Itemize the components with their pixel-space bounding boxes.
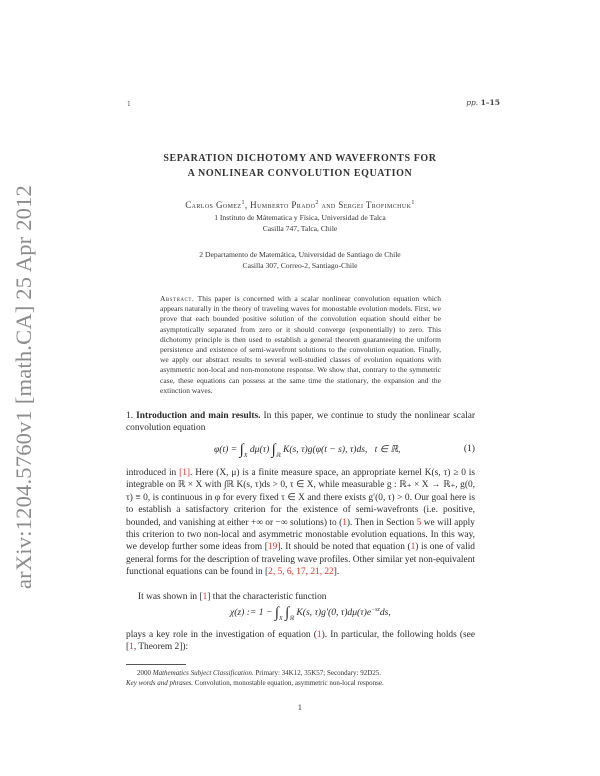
text: we will apply this criterion to two non-local and asymmetric monostable evolution equations. In this way, we develop further some ideas from [: [126, 517, 475, 553]
footnote-rule: [126, 664, 186, 665]
msc-year: 2000: [137, 669, 151, 677]
equation-term: dμ(τ): [249, 444, 270, 455]
author-affiliation-mark: 1: [411, 200, 415, 206]
keywords-text: Convolution, monostable equation, asymmetric non-local response.: [194, 679, 384, 687]
abstract-label: Abstract.: [160, 294, 195, 303]
integral-symbol: ∫: [285, 605, 290, 621]
author-name: Humberto Prado: [250, 200, 316, 210]
citation-link[interactable]: 1: [129, 642, 134, 653]
equation-term: K(s, τ)g′(0, τ)dμ(τ)e: [296, 607, 372, 618]
equation-lhs: χ(z) := 1 −: [230, 607, 275, 618]
text: ). In particular, the following holds (see [: [126, 630, 476, 653]
equation-lhs: φ(t) =: [214, 444, 240, 455]
text: , Theorem 2]):: [133, 642, 189, 653]
author-affiliation-mark: 2: [315, 200, 319, 206]
text: plays a key role in the investigation of equation (: [126, 630, 317, 640]
arxiv-watermark: [2, 162, 46, 612]
section-1-paragraph-2: [126, 591, 475, 603]
text: ) is one of valid general forms for the description of traveling wave profiles. Other similar yet non-equivalent functional equations can be found in [: [126, 542, 475, 578]
text: ]. It should be noted that equation (: [277, 542, 411, 553]
affiliation-2: [100, 250, 500, 271]
author-separator: and: [318, 200, 339, 210]
citation-links[interactable]: 2, 5, 6, 17, 21, 22: [268, 567, 334, 578]
text: ] that the characteristic function: [207, 592, 327, 602]
integral-symbol: ∫: [274, 605, 279, 621]
affiliation-1: [100, 213, 500, 234]
paper-title: [100, 151, 500, 181]
equation-number: (1): [463, 443, 475, 454]
equation-1: [126, 440, 475, 462]
equation-term: K(s, τ)g(φ(t − s), τ)ds,: [282, 444, 368, 455]
text: . Here (X, μ) is a finite measure space, an appropriate kernel K(s, τ) ≥ 0 is integrable on ℝ × X with ∫ℝ K(s, τ)ds > 0, τ ∈ X, while measurable g : ℝ₊ × X → ℝ₊, g(0, τ) ≡ 0, is continuous in φ for every fixed τ ∈ X and there exists g′(0, τ) > 0. Our goal here is to establish a satisfactory criterion for the existence of semi-wavefronts (i.e. positive, bounded, and vanishing at either +∞ or −∞ solutions) to (: [126, 468, 475, 528]
pages-range: 1–15: [480, 98, 500, 107]
footnote-msc: [137, 668, 487, 678]
pages-prefix: pp.: [466, 98, 479, 107]
equation-link[interactable]: 1: [342, 517, 347, 528]
integral-domain: X: [243, 453, 248, 459]
citation-link[interactable]: [1]: [179, 468, 191, 478]
section-1-paragraph-1: [126, 467, 475, 579]
citation-link[interactable]: 19: [267, 542, 278, 553]
section-link[interactable]: 5: [416, 517, 422, 528]
integral-symbol: ∫: [239, 442, 244, 458]
keywords-label: Key words and phrases.: [126, 679, 194, 687]
affiliation-line: 1 Instituto de Mátematica y Física, Universidad de Talca: [214, 213, 386, 222]
abstract: [160, 294, 441, 396]
integral-domain: ℝ: [289, 616, 294, 622]
footnote-keywords: [126, 678, 476, 688]
msc-codes: Primary: 34K12, 35K57; Secondary: 92D25.: [255, 669, 382, 677]
section-1-paragraph-3: [126, 629, 475, 654]
equation-domain: t ∈ ℝ,: [374, 444, 401, 455]
affiliation-line: Casilla 307, Correo-2, Santiago-Chile: [242, 260, 358, 270]
integral-symbol: ∫: [271, 442, 276, 458]
equation-link[interactable]: 1: [316, 630, 322, 640]
text: ). Then in Section: [346, 517, 417, 528]
section-1-intro: [126, 410, 475, 435]
text: It was shown in [: [138, 592, 203, 602]
page-number: 1: [297, 703, 303, 712]
header-left-mark: 1: [127, 101, 131, 108]
section-intro-text: In this paper, we continue to study the nonlinear scalar convolution equation: [126, 411, 476, 434]
author-affiliation-mark: 1: [241, 200, 245, 206]
abstract-text: This paper is concerned with a scalar nonlinear convolution equation which appears naturally in the theory of traveling waves for monostable evolution models. First, we prove that each bounded positive solution of the convolution equation should either be asymptotically separated from zero or it should converge (exponentially) to zero. This dichotomy principle is then used to establish a general theorem guaranteeing the uniform persistence and existence of semi-wavefront solutions to the convolution equation. Finally, we apply our abstract results to several well-studied classes of evolution equations with asymmetric non-local and non-monotone response. We show that, contrary to the symmetric case, these equations can possess at the same time the stationary, the expansion and the extinction waves.: [160, 294, 441, 395]
section-number: 1.: [126, 411, 134, 421]
affiliation-line: 2 Departamento de Matemática, Universidad de Santiago de Chile: [199, 250, 401, 259]
author-name: Sergei Trofimchuk: [338, 200, 412, 210]
equation-term: ds,: [379, 607, 391, 618]
title-line-1: SEPARATION DICHOTOMY AND WAVEFRONTS FOR: [163, 153, 437, 164]
text: introduced in: [126, 468, 180, 478]
section-heading: Introduction and main results.: [136, 411, 261, 421]
author-name: Carlos Gomez: [185, 200, 242, 210]
title-line-2: A NONLINEAR CONVOLUTION EQUATION: [187, 168, 413, 179]
integral-domain: X: [279, 616, 283, 622]
affiliation-line: Casilla 747, Talca, Chile: [262, 223, 338, 233]
equation-link[interactable]: 1: [410, 542, 416, 553]
integral-domain: ℝ: [275, 453, 281, 459]
exponent: −sz: [371, 606, 380, 613]
msc-label: Mathematics Subject Classification.: [152, 669, 254, 677]
arxiv-id-label: arXiv:1204.5760v1 [math.CA] 25 Apr 2012: [11, 184, 36, 590]
text: ].: [333, 567, 340, 578]
header-page-range: [440, 98, 500, 107]
citation-link[interactable]: 1: [202, 592, 208, 602]
author-list: [100, 200, 500, 210]
equation-characteristic-function: [126, 603, 475, 625]
author-separator: ,: [244, 200, 251, 210]
